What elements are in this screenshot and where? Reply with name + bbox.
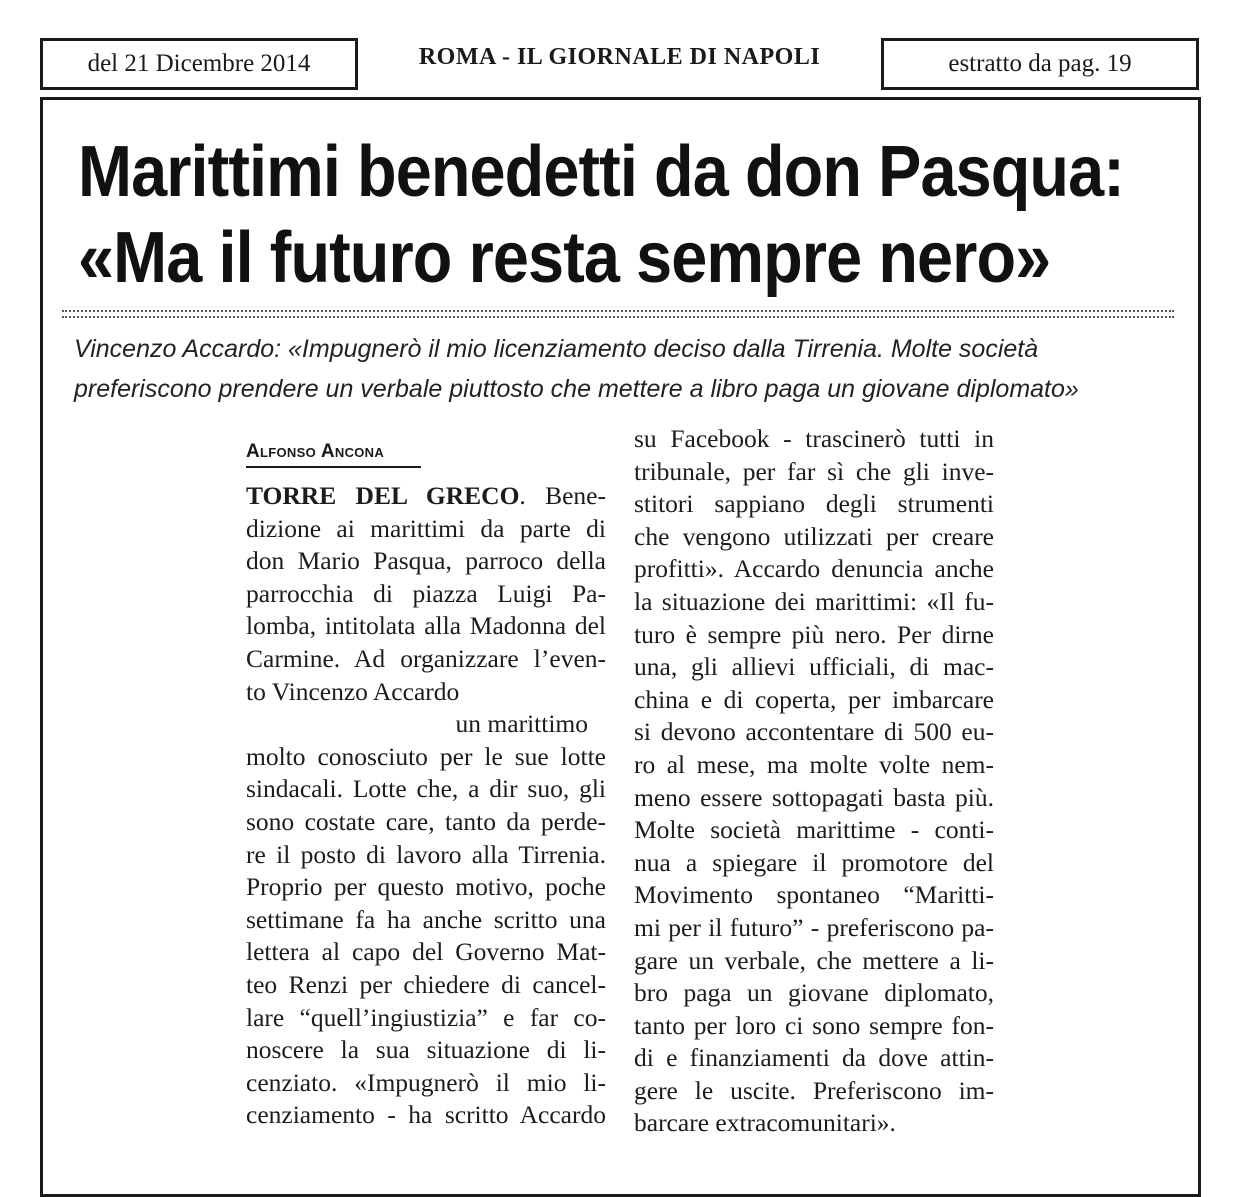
column-2-line: di e finanziamenti da dove attin- [634, 1043, 994, 1073]
column-2-line: Molte società marittime - conti- [634, 815, 994, 845]
column-2-line: stitori sappiano degli strumenti [634, 489, 994, 519]
column-1-line: teo Renzi per chiedere di cancel- [246, 969, 606, 999]
column-2-line: gare un verbale, che mettere a li- [634, 945, 994, 975]
column-1-line: molto conosciuto per le sue lotte [246, 741, 606, 771]
byline: Alfonso Ancona [246, 441, 421, 468]
column-2-line: tanto per loro ci sono sempre fon- [634, 1010, 994, 1040]
column-1-line: parrocchia di piazza Luigi Pa- [246, 578, 606, 608]
header-page-reference: estratto da pag. 19 [948, 50, 1132, 77]
column-2-line: ro al mese, ma molte volte nem- [634, 749, 994, 779]
subtitle-line-1: Vincenzo Accardo: «Impugnerò il mio licenziamento deciso dalla Tirrenia. Molte società [74, 335, 1039, 363]
column-1-line: Carmine. Ad organizzare l’even- [246, 643, 606, 673]
column-1-line: sono costate care, tanto da perde- [246, 806, 606, 836]
column-2-line: nua a spiegare il promotore del [634, 847, 994, 877]
newspaper-name: ROMA - IL GIORNALE DI NAPOLI [418, 44, 821, 70]
header-date: del 21 Dicembre 2014 [87, 50, 311, 77]
headline-divider-bottom [62, 316, 1174, 318]
column-2-line: la situazione dei marittimi: «Il fu- [634, 586, 994, 616]
column-1-line [246, 480, 606, 513]
column-2-line: Movimento spontaneo “Maritti- [634, 880, 994, 910]
headline-line-2: «Ma il futuro resta sempre nero» [78, 218, 1051, 298]
column-2-line: profitti». Accardo denuncia anche [634, 554, 994, 584]
column-2-line: su Facebook - trascinerò tutti in [634, 424, 994, 453]
subtitle-line-2: preferiscono prendere un verbale piuttosto che mettere a libro paga un giovane diplomato» [74, 375, 1079, 403]
headline-divider-top [62, 310, 1174, 312]
column-1-line: to Vincenzo Accardo [246, 676, 460, 706]
column-1-line: lettera al capo del Governo Mat- [246, 937, 606, 967]
column-1-line: settimane fa ha anche scritto una [246, 904, 606, 934]
column-1-line: re il posto di lavoro alla Tirrenia. [246, 839, 606, 869]
column-2-line: si devono accontentare di 500 eu- [634, 717, 994, 747]
column-1-line: lare “quell’ingiustizia” e far co- [246, 1002, 606, 1032]
column-2-line: che vengono utilizzati per creare [634, 521, 994, 551]
column-2-line: barcare extracomunitari». [634, 1108, 896, 1138]
column-2-line: gere le uscite. Preferiscono im- [634, 1075, 994, 1105]
header-date-box [40, 38, 358, 90]
column-1-line-text: . Bene- [519, 481, 606, 510]
dateline: TORRE DEL GRECO [246, 481, 520, 510]
column-1-line: dizione ai marittimi da parte di [246, 513, 606, 543]
column-1-line: Proprio per questo motivo, poche [246, 872, 606, 902]
column-1-line: lomba, intitolata alla Madonna del [246, 611, 606, 641]
column-1-line: noscere la sua situazione di li- [246, 1035, 606, 1065]
headline-line-1: Marittimi benedetti da don Pasqua: [78, 132, 1124, 212]
column-1-line: don Mario Pasqua, parroco della [246, 546, 606, 576]
header-page-box [881, 38, 1199, 90]
column-2-line: mi per il futuro” - preferiscono pa- [634, 912, 994, 942]
column-1-line: un marittimo [455, 709, 588, 739]
column-2-line: meno essere sottopagati basta più. [634, 782, 994, 812]
column-2-line: bro paga un giovane diplomato, [634, 978, 994, 1008]
column-2-line: china e di coperta, per imbarcare [634, 684, 994, 714]
column-1-line: cenziato. «Impugnerò il mio li- [246, 1067, 606, 1097]
article-column-1 [246, 480, 606, 1132]
column-2-line: turo è sempre più nero. Per dirne [634, 619, 994, 649]
column-2-line: tribunale, per far sì che gli inve- [634, 456, 994, 486]
article-column-2 [634, 423, 994, 1140]
column-1-line: sindacali. Lotte che, a dir suo, gli [246, 774, 606, 804]
column-2-line: una, gli allievi ufficiali, di mac- [634, 652, 994, 682]
column-1-line: cenziamento - ha scritto Accardo [246, 1100, 606, 1130]
